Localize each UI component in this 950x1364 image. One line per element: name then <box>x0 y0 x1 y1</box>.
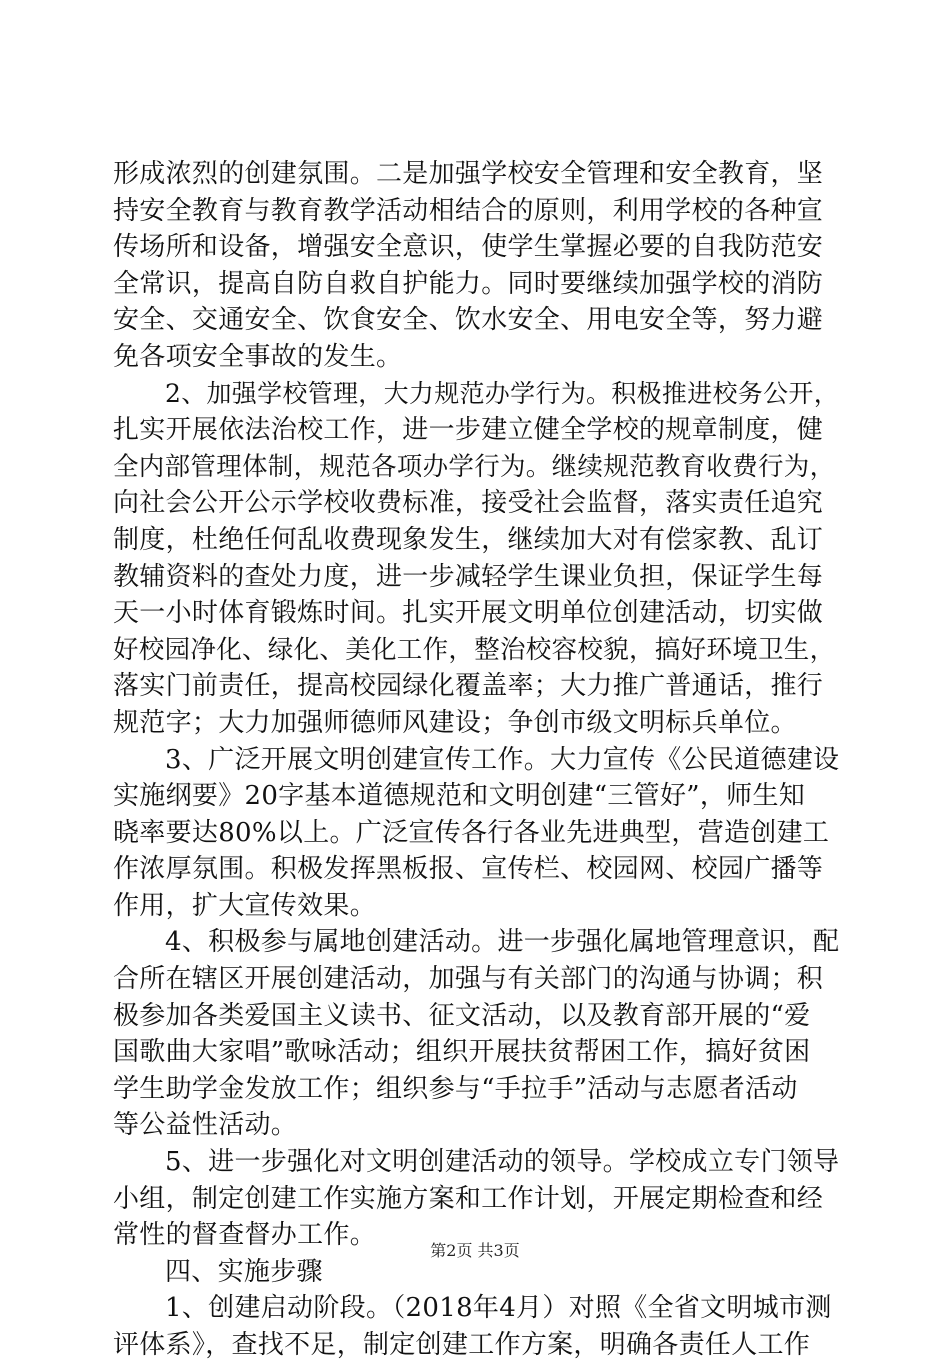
document-line: 5、进一步强化对文明创建活动的领导。学校成立专门领导 <box>165 1147 840 1178</box>
document-line: 天一小时体育锻炼时间。扎实开展文明单位创建活动，切实做 <box>113 598 824 629</box>
document-line: 落实门前责任，提高校园绿化覆盖率；大力推广普通话，推行 <box>113 671 824 702</box>
document-line: 制度，杜绝任何乱收费现象发生，继续加大对有偿家教、乱订 <box>113 524 824 555</box>
document-line: 向社会公开公示学校收费标准，接受社会监督，落实责任追究 <box>113 488 824 519</box>
document-line: 形成浓烈的创建氛围。二是加强学校安全管理和安全教育，坚 <box>113 159 824 189</box>
document-line: 实施纲要》20字基本道德规范和文明创建“三管好”，师生知 <box>113 781 806 812</box>
document-line: 国歌曲大家唱”歌咏活动；组织开展扶贫帮困工作，搞好贫困 <box>113 1037 811 1068</box>
document-line: 合所在辖区开展创建活动，加强与有关部门的沟通与协调；积 <box>113 964 824 995</box>
document-line: 1、创建启动阶段。（2018年4月）对照《全省文明城市测 <box>165 1293 832 1324</box>
document-line: 评体系》，查找不足，制定创建工作方案，明确各责任人工作 <box>113 1330 811 1360</box>
document-line: 极参加各类爱国主义读书、征文活动，以及教育部开展的“爱 <box>113 1000 811 1031</box>
document-line: 2、加强学校管理，大力规范办学行为。积极推进校务公开， <box>165 378 840 408</box>
page-number-footer: 第2页 共3页 <box>430 1241 520 1260</box>
document-line: 晓率要达80%以上。广泛宣传各行各业先进典型，营造创建工 <box>113 817 830 848</box>
document-body <box>113 156 843 1364</box>
document-line: 4、积极参与属地创建活动。进一步强化属地管理意识，配 <box>165 927 840 958</box>
document-line: 常性的督查督办工作。 <box>113 1220 377 1251</box>
document-line: 传场所和设备，增强安全意识，使学生掌握必要的自我防范安 <box>113 232 824 263</box>
document-line: 小组，制定创建工作实施方案和工作计划，开展定期检查和经 <box>113 1183 824 1214</box>
document-line: 规范字；大力加强师德师风建设；争创市级文明标兵单位。 <box>113 707 797 738</box>
document-line: 四、实施步骤 <box>165 1256 323 1287</box>
document-line: 等公益性活动。 <box>113 1110 298 1141</box>
document-line: 好校园净化、绿化、美化工作，整治校容校貌，搞好环境卫生， <box>113 634 836 665</box>
document-line: 免各项安全事故的发生。 <box>113 341 403 372</box>
document-line: 作浓厚氛围。积极发挥黑板报、宣传栏、校园网、校园广播等 <box>113 854 824 885</box>
document-line: 持安全教育与教育教学活动相结合的原则，利用学校的各种宣 <box>113 195 824 226</box>
document-line: 扎实开展依法治校工作，进一步建立健全学校的规章制度，健 <box>113 415 824 446</box>
document-line: 全内部管理体制，规范各项办学行为。继续规范教育收费行为， <box>113 451 836 482</box>
document-line: 全常识，提高自防自救自护能力。同时要继续加强学校的消防 <box>113 268 824 299</box>
document-line: 安全、交通安全、饮食安全、饮水安全、用电安全等，努力避 <box>113 305 824 336</box>
document-line: 学生助学金发放工作；组织参与“手拉手”活动与志愿者活动 <box>113 1073 798 1104</box>
document-line: 3、广泛开展文明创建宣传工作。大力宣传《公民道德建设 <box>165 744 840 775</box>
document-line: 作用，扩大宣传效果。 <box>113 890 377 921</box>
document-line: 教辅资料的查处力度，进一步减轻学生课业负担，保证学生每 <box>113 561 824 592</box>
